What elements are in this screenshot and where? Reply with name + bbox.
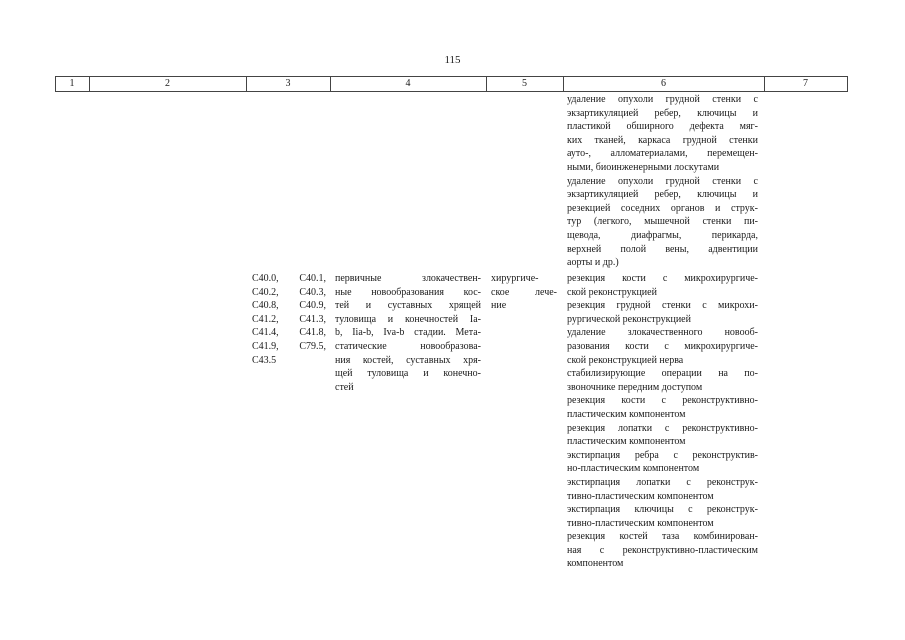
text-line: статические новообразова- bbox=[335, 340, 481, 352]
text-line: экстирпация лопатки с реконструк- bbox=[567, 476, 758, 488]
code: C41.3, bbox=[299, 313, 326, 325]
text-line: тивно-пластическим компонентом bbox=[567, 517, 714, 529]
text-line: экстирпация ключицы с реконструк- bbox=[567, 504, 758, 516]
code: C79.5, bbox=[299, 340, 326, 352]
column-header-6: 6 bbox=[661, 78, 666, 89]
code: C41.4, bbox=[252, 327, 279, 339]
text-line: верхней полой вены, адвентиции bbox=[567, 243, 758, 255]
text-line: компонентом bbox=[567, 558, 624, 570]
diagnosis-description bbox=[335, 272, 481, 394]
text-line: ние bbox=[491, 300, 507, 312]
code-line bbox=[252, 272, 326, 286]
code-line bbox=[252, 299, 326, 313]
text-line: резекция грудной стенки с микрохи- bbox=[567, 300, 758, 312]
text-line: хирургиче- bbox=[491, 273, 539, 284]
code: C40.8, bbox=[252, 300, 279, 312]
text-line: первичные злокачествен- bbox=[335, 273, 481, 284]
table-top-rule bbox=[55, 76, 847, 77]
text-line: b, Iia-b, Iva-b стадии. Мета- bbox=[335, 327, 481, 339]
text-line: ная с реконструктивно-пластическим bbox=[567, 544, 758, 556]
page-number: 115 bbox=[444, 54, 461, 66]
treatment-methods bbox=[567, 272, 758, 571]
column-header-4: 4 bbox=[405, 78, 411, 89]
treatment-type bbox=[491, 272, 557, 313]
text-line: аорты и др.) bbox=[567, 257, 619, 269]
text-line: рургической реконструкцией bbox=[567, 313, 691, 325]
text-line: ными, биоинженерными лоскутами bbox=[567, 161, 720, 173]
text-line: экстирпация ребра с реконструктив- bbox=[567, 449, 758, 461]
text-line: удаление злокачественного новооб- bbox=[567, 327, 758, 339]
text-line: резекция кости с микрохирургиче- bbox=[567, 273, 758, 284]
column-header-5: 5 bbox=[522, 78, 527, 89]
text-line: ких тканей, каркаса грудной стенки bbox=[567, 134, 758, 146]
text-line: пластикой обширного дефекта мяг- bbox=[567, 121, 758, 133]
column-header-2: 2 bbox=[165, 78, 170, 89]
text-line: тур (легкого, мышечной стенки пи- bbox=[567, 216, 758, 228]
code: C40.0, bbox=[252, 273, 279, 284]
column-divider bbox=[847, 76, 848, 92]
icd-codes bbox=[252, 272, 326, 367]
code-line bbox=[252, 326, 326, 340]
text-line: резекция лопатки с реконструктивно- bbox=[567, 422, 758, 434]
text-line: пластическим компонентом bbox=[567, 408, 686, 420]
text-line: стей bbox=[335, 381, 354, 393]
text-line: резекцией соседних органов и струк- bbox=[567, 202, 758, 214]
column-header-3: 3 bbox=[285, 78, 291, 89]
text-line: удаление опухоли грудной стенки с bbox=[567, 175, 758, 187]
code: C41.9, bbox=[252, 340, 279, 352]
text-line: резекция кости с реконструктивно- bbox=[567, 395, 758, 407]
code-line bbox=[252, 354, 326, 368]
text-line: ные новообразования кос- bbox=[335, 286, 481, 298]
code: C40.9, bbox=[299, 300, 326, 312]
text-line: ауто-, алломатериалами, перемещен- bbox=[567, 148, 758, 160]
column-header-1: 1 bbox=[69, 78, 75, 89]
text-line: разования кости с микрохирургиче- bbox=[567, 340, 758, 352]
text-line: звоночнике передним доступом bbox=[567, 381, 703, 393]
column-header-7: 7 bbox=[803, 78, 808, 89]
table-header-bottom-rule bbox=[55, 91, 847, 92]
text-line: экзартикуляцией ребер, ключицы и bbox=[567, 107, 758, 119]
code: C40.3, bbox=[299, 286, 326, 298]
text-line: удаление опухоли грудной стенки с bbox=[567, 94, 758, 105]
text-line: ской реконструкцией нерва bbox=[567, 354, 684, 366]
text-line: тей и суставных хрящей bbox=[335, 300, 481, 312]
text-line: пластическим компонентом bbox=[567, 436, 686, 448]
code-line bbox=[252, 340, 326, 354]
text-line: тивно-пластическим компонентом bbox=[567, 490, 714, 502]
text-line: туловища и конечностей Ia- bbox=[335, 313, 481, 325]
text-line: ния костей, суставных хря- bbox=[335, 354, 481, 366]
text-line: щей туловища и конечно- bbox=[335, 368, 481, 380]
code: C41.8, bbox=[299, 327, 326, 339]
text-line: ской реконструкцией bbox=[567, 286, 657, 298]
text-line: экзартикуляцией ребер, ключицы и bbox=[567, 189, 758, 201]
col6-continuation bbox=[567, 93, 758, 270]
code-line bbox=[252, 313, 326, 327]
code: C41.2, bbox=[252, 313, 279, 325]
text-line: но-пластическим компонентом bbox=[567, 463, 700, 475]
code: C40.1, bbox=[299, 273, 326, 284]
code-line bbox=[252, 286, 326, 300]
text-line: щевода, диафрагмы, перикарда, bbox=[567, 229, 758, 241]
text-line: стабилизирующие операции на по- bbox=[567, 368, 758, 380]
text-line: ское лече- bbox=[491, 286, 557, 298]
code: C43.5 bbox=[252, 354, 277, 366]
text-line: резекция костей таза комбинирован- bbox=[567, 531, 758, 543]
code: C40.2, bbox=[252, 286, 279, 298]
